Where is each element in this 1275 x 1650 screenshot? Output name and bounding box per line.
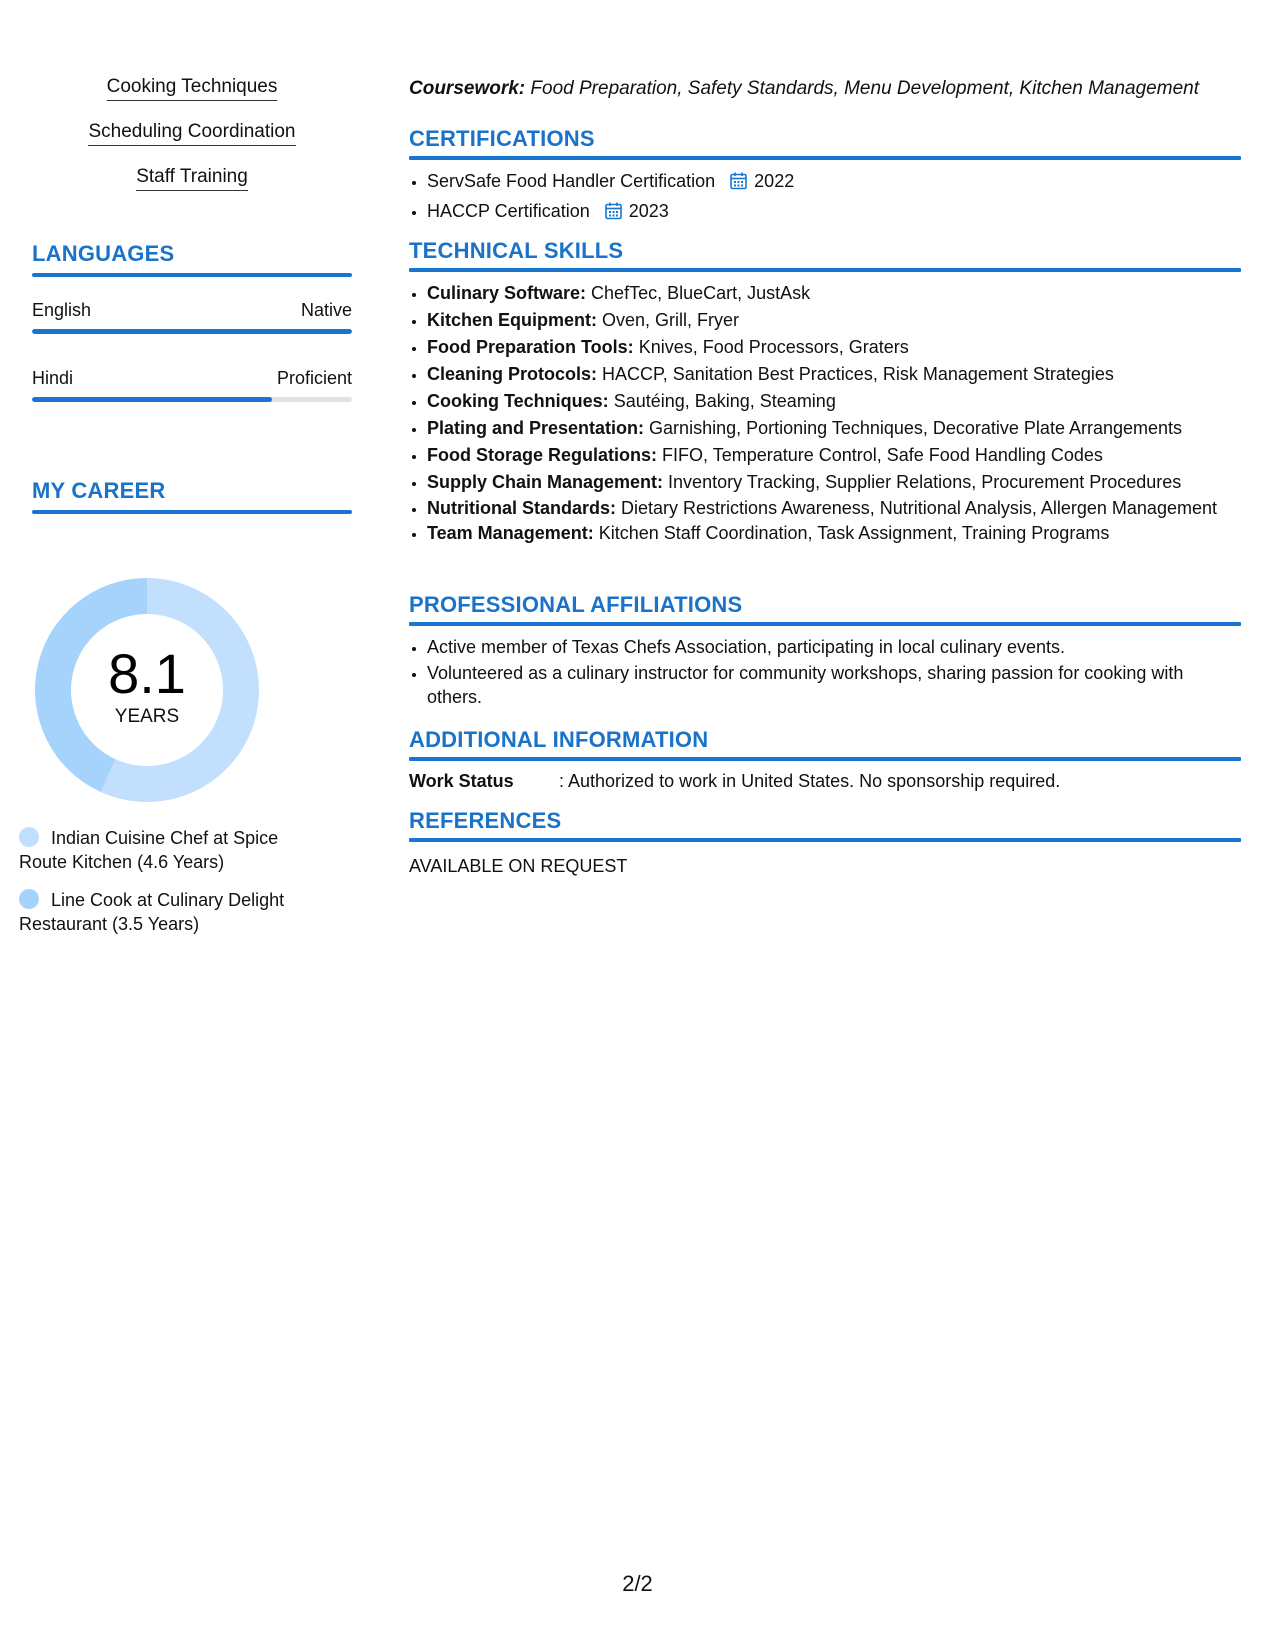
skill-tag: Staff Training [136,166,248,191]
career-heading: MY CAREER [32,478,166,503]
certifications-section [409,126,1241,228]
career-legend-label: Indian Cuisine Chef at Spice Route Kitchen (4.6 Years) [19,828,279,872]
language-name: English [32,300,92,320]
skill-category: Kitchen Equipment: [427,310,597,330]
additional-info-section [409,727,1241,793]
language-proficiency-fill [32,329,352,334]
skill-category: Food Preparation Tools: [427,337,634,357]
references-text: AVAILABLE ON REQUEST [409,856,628,876]
technical-skill-item [427,307,1241,334]
certification-name: HACCP Certification [427,201,590,221]
career-total-unit: YEARS [114,706,180,727]
page-indicator: 2/2 [622,1571,653,1596]
skill-values: ChefTec, BlueCart, JustAsk [591,283,811,303]
section-divider [409,268,1241,272]
skill-category: Nutritional Standards: [427,498,617,518]
language-item [32,367,352,402]
certification-year: 2022 [754,171,795,191]
section-divider [32,510,352,514]
section-divider [409,156,1241,160]
affiliations-heading: PROFESSIONAL AFFILIATIONS [409,592,743,617]
legend-dot-icon [19,889,39,909]
affiliations-section [409,592,1241,709]
language-level: Native [300,300,352,320]
technical-skill-item [427,415,1241,442]
skill-tag: Scheduling Coordination [88,121,295,146]
skill-category: Cooking Techniques: [427,391,609,411]
coursework-line [409,78,1241,100]
skill-values: Kitchen Staff Coordination, Task Assignment, Training Programs [598,523,1110,543]
certifications-heading: CERTIFICATIONS [409,126,595,151]
language-item [32,299,352,334]
certification-item [427,168,1241,198]
section-divider [32,273,352,277]
calendar-icon [730,171,747,198]
language-proficiency-bar [32,329,352,334]
technical-skills-section [409,238,1241,547]
skill-values: Oven, Grill, Fryer [602,310,740,330]
section-divider [409,838,1241,842]
skill-category: Culinary Software: [427,283,587,303]
calendar-icon [605,201,622,228]
legend-dot-icon [19,827,39,847]
skill-tag: Cooking Techniques [107,76,278,101]
skill-category: Food Storage Regulations: [427,445,658,465]
section-divider [409,622,1241,626]
career-section [32,478,352,514]
language-name: Hindi [32,368,74,388]
section-divider [409,757,1241,761]
technical-skills-heading: TECHNICAL SKILLS [409,238,624,263]
technical-skill-item [427,361,1241,388]
affiliation-item: • Active member of Texas Chefs Association, participating in local culinary events. [427,634,1241,661]
coursework-text: Food Preparation, Safety Standards, Menu Development, Kitchen Management [530,78,1199,99]
technical-skill-item [427,388,1241,415]
languages-section [32,241,352,402]
references-heading: REFERENCES [409,808,562,833]
work-status-value: : Authorized to work in United States. No sponsorship required. [559,771,1061,791]
skill-values: FIFO, Temperature Control, Safe Food Handling Codes [662,445,1103,465]
skill-category: Supply Chain Management: [427,472,664,492]
certification-item [427,198,1241,228]
additional-info-heading: ADDITIONAL INFORMATION [409,727,709,752]
skill-values: Inventory Tracking, Supplier Relations, Procurement Procedures [668,472,1182,492]
career-legend-item [19,888,309,936]
skill-values: Garnishing, Portioning Techniques, Decorative Plate Arrangements [649,418,1183,438]
technical-skill-item [427,442,1241,469]
technical-skill-item [427,520,1241,547]
skill-values: Knives, Food Processors, Graters [638,337,909,357]
certification-year: 2023 [628,201,669,221]
work-status-row [409,769,1241,793]
skill-category: Plating and Presentation: [427,418,645,438]
skill-values: Dietary Restrictions Awareness, Nutritional Analysis, Allergen Management [621,498,1217,518]
languages-heading: LANGUAGES [32,241,175,266]
skill-category: Cleaning Protocols: [427,364,598,384]
skill-values: Sautéing, Baking, Steaming [613,391,836,411]
references-section [409,808,1241,878]
work-status-label: Work Status [409,771,514,791]
career-total-value: 8.1 [108,642,186,705]
skill-values: HACCP, Sanitation Best Practices, Risk Management Strategies [602,364,1114,384]
language-level: Proficient [276,368,352,388]
skill-category: Team Management: [427,523,594,543]
career-legend-label: Line Cook at Culinary Delight Restaurant (3.5 Years) [19,890,285,934]
technical-skill-item [427,496,1241,520]
career-donut-chart [35,578,259,802]
technical-skill-item [427,334,1241,361]
language-proficiency-fill [32,397,272,402]
left-column [32,76,352,514]
language-proficiency-bar [32,397,352,402]
career-legend-item [19,826,309,874]
technical-skill-item [427,469,1241,496]
technical-skill-item [427,280,1241,307]
affiliation-item: • Volunteered as a culinary instructor for community workshops, sharing passion for cooking with others. [427,661,1241,709]
career-donut-center [35,578,259,802]
certification-name: ServSafe Food Handler Certification [427,171,716,191]
coursework-label: Coursework: [409,78,526,99]
